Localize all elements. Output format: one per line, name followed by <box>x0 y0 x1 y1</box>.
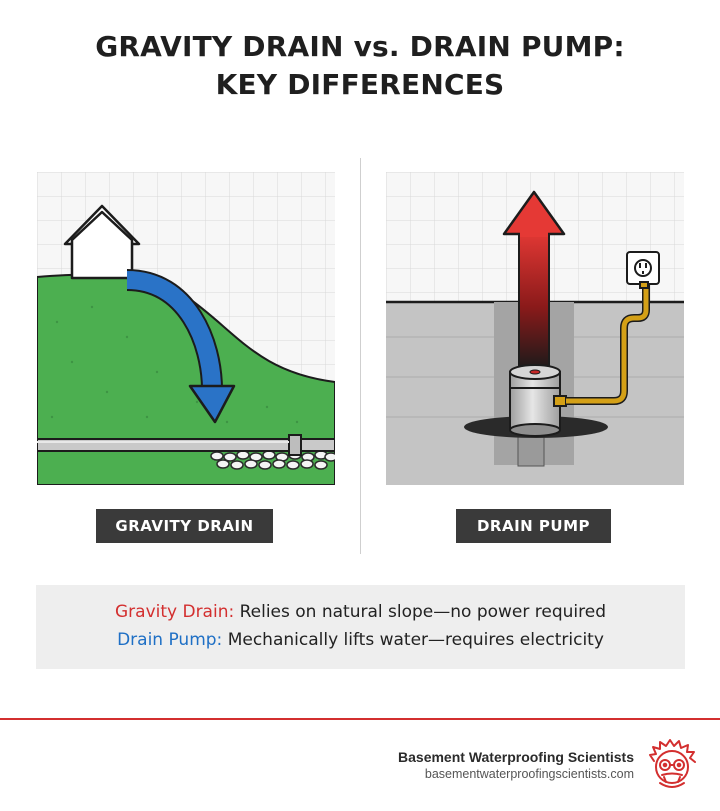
gravity-term: Gravity Drain: <box>114 602 235 622</box>
gravity-drain-illustration <box>37 172 335 485</box>
summary-line-gravity <box>36 602 685 622</box>
scientist-logo-icon <box>644 737 700 793</box>
drain-pipe-icon <box>37 435 335 455</box>
pump-term: Drain Pump: <box>117 630 223 650</box>
brand-name: Basement Waterproofing Scientists <box>398 749 634 765</box>
gravity-drain-label: GRAVITY DRAIN <box>96 509 273 543</box>
summary-box <box>36 585 685 669</box>
title-line-1: GRAVITY DRAIN vs. DRAIN PUMP: <box>95 30 625 63</box>
page-title <box>0 28 720 104</box>
gravity-description: Relies on natural slope—no power required <box>234 602 607 622</box>
drain-pump-illustration <box>386 172 684 485</box>
power-outlet-icon <box>627 252 659 288</box>
title-line-2: KEY DIFFERENCES <box>215 68 505 101</box>
drain-pump-label: DRAIN PUMP <box>456 509 611 543</box>
brand-url: basementwaterproofingscientists.com <box>424 767 634 781</box>
sump-pump-icon <box>510 365 566 436</box>
footer-rule <box>0 718 720 720</box>
summary-line-pump <box>36 630 685 650</box>
panel-divider <box>360 158 361 554</box>
pump-description: Mechanically lifts water—requires electricity <box>222 630 604 650</box>
